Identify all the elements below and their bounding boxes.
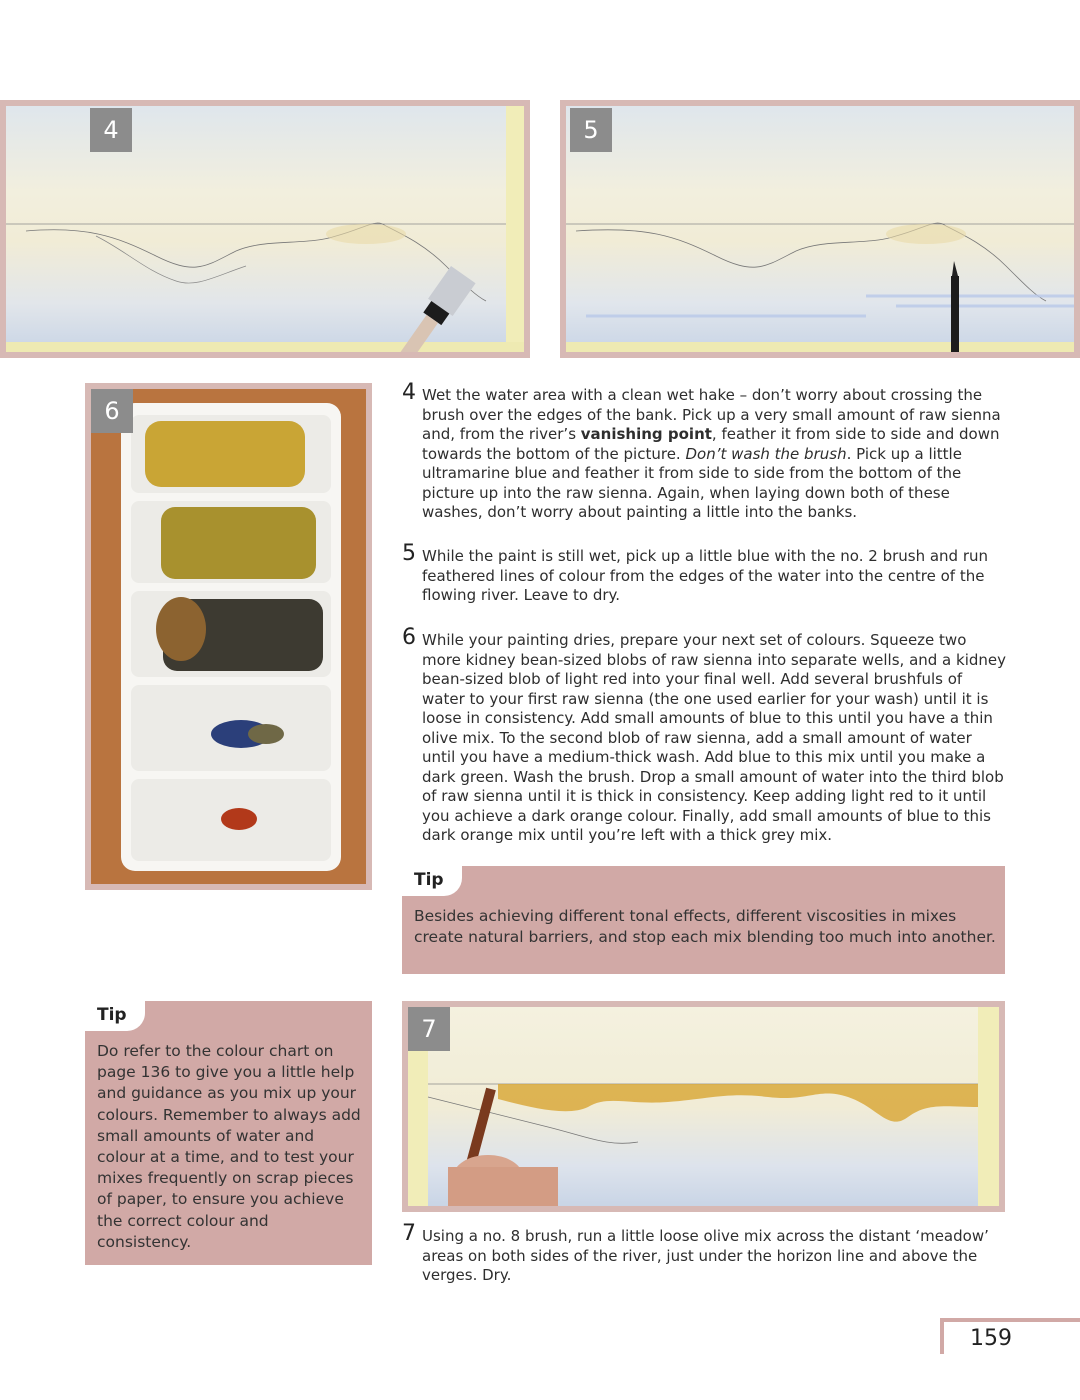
tip-label: Tip bbox=[85, 1001, 145, 1031]
step-number-7: 7 bbox=[402, 1221, 416, 1246]
painting-feathered-blue-lines bbox=[566, 106, 1074, 352]
photo-step-5 bbox=[560, 100, 1080, 358]
step-4 bbox=[402, 380, 1008, 523]
step-number-5: 5 bbox=[402, 541, 416, 566]
step-5 bbox=[402, 541, 1008, 606]
tip-label: Tip bbox=[402, 866, 462, 896]
step-number-4: 4 bbox=[402, 380, 416, 405]
page-number: 159 bbox=[970, 1326, 1012, 1351]
step-5-text: While the paint is still wet, pick up a little blue with the no. 2 brush and run feathered lines of colour from the edges of the water into the centre of the flowing river. Leave to dry. bbox=[422, 547, 989, 604]
painting-wet-water-area bbox=[6, 106, 524, 352]
step-6 bbox=[402, 625, 1008, 846]
tip-text: Do refer to the colour chart on page 136 to give you a little help and guidance as you mix up your colours. Remember to always add small amounts of water and colour at a time, and to test your mixes frequently on scrap pieces of paper, to ensure you achieve the correct colour and consistency. bbox=[97, 1042, 361, 1251]
photo-step-6 bbox=[85, 383, 372, 890]
photo-step-4 bbox=[0, 100, 530, 358]
step-number-6: 6 bbox=[402, 625, 416, 650]
painting-olive-meadow bbox=[408, 1007, 999, 1206]
photo-step-7 bbox=[402, 1001, 1005, 1212]
step-4-text: Wet the water area with a clean wet hake – don’t worry about crossing the brush over the edges of the bank. Pick up a very small amount of raw sienna and, from the river’s vanishing point, feather it from side to side and down towards the bottom of the picture. Don’t wash the brush. Pick up a little ultramarine blue and feather it from side to side from the bottom of the picture up into the raw sienna. Again, when laying down both of these washes, don’t worry about painting a little into the banks. bbox=[422, 386, 1001, 521]
step-badge-5: 5 bbox=[570, 108, 612, 152]
step-badge-4: 4 bbox=[90, 108, 132, 152]
tip-box-colour-chart bbox=[85, 1001, 372, 1265]
step-badge-7: 7 bbox=[408, 1007, 450, 1051]
step-6-text: While your painting dries, prepare your next set of colours. Squeeze two more kidney bean-sized blobs of raw sienna into separate wells, and a kidney bean-sized blob of light red into your final well. Add several brushfuls of water to your first raw sienna (the one used earlier for your wash) until it is loose in consistency. Add small amounts of blue to this until you have a thin olive mix. To the second blob of raw sienna, add a small amount of water until you have a medium-thick wash. Add blue to this mix until you make a dark green. Wash the brush. Drop a small amount of water into the third blob of raw sienna until it is thick in consistency. Keep adding light red to it until you achieve a dark orange colour. Finally, add small amounts of blue to this dark orange mix until you’re left with a thick grey mix. bbox=[422, 631, 1007, 844]
tip-text: Besides achieving different tonal effects, different viscosities in mixes create natural barriers, and stop each mix blending too much into another. bbox=[414, 907, 996, 946]
vanishing-point-term: vanishing point bbox=[580, 425, 712, 443]
tip-box-viscosity bbox=[402, 866, 1005, 974]
step-7-text: Using a no. 8 brush, run a little loose olive mix across the distant ‘meadow’ areas on both sides of the river, just under the horizon line and above the verges. Dry. bbox=[422, 1227, 989, 1284]
step-badge-6: 6 bbox=[91, 389, 133, 433]
page-number-box bbox=[940, 1318, 1080, 1354]
step-7 bbox=[402, 1221, 1008, 1286]
palette-with-mixes bbox=[91, 389, 366, 884]
